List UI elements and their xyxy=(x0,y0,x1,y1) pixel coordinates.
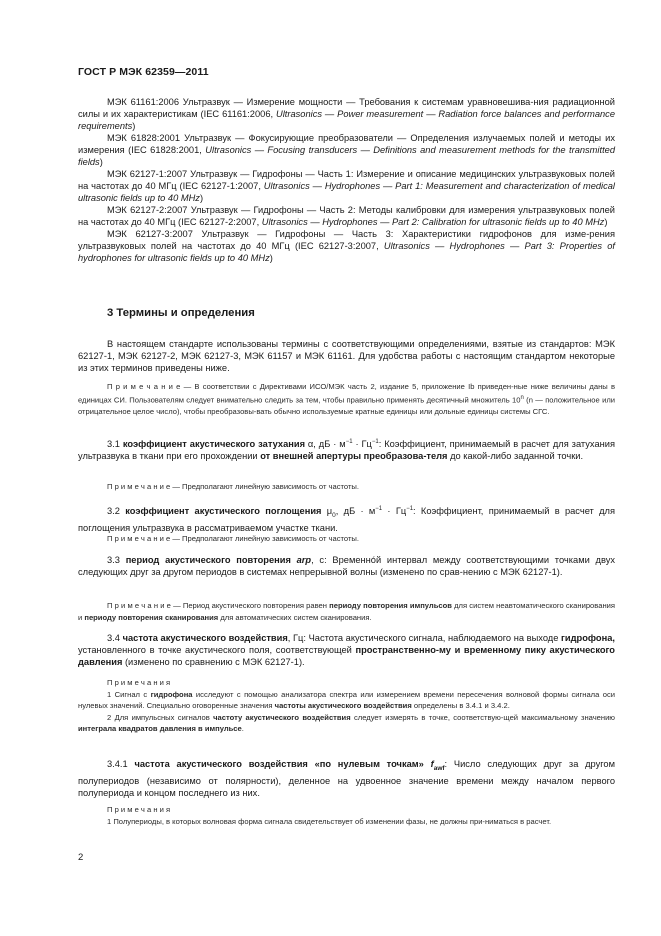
term-unit: · Гц xyxy=(382,506,407,517)
intro-note xyxy=(78,381,615,417)
term-name: коэффициент акустического затухания xyxy=(122,439,305,450)
term-definition: до какой-либо заданной точки. xyxy=(447,451,584,462)
note-label: П р и м е ч а н и е xyxy=(107,482,171,491)
unit-exponent: −1 xyxy=(345,439,353,445)
term-definition: Временнóй интервал между соответствующими точками двух следующих друг за другом периодов в системах непрерывной волны (изменено по срав-нению с МЭК 62127-1). xyxy=(78,555,615,577)
term-definition: : Число следующих друг за другом полупериодов (независимо от полярности), деленное на удвоенное значение времени между началом первого полупериода и концом последнего из них. xyxy=(78,759,615,798)
note-term: интеграла квадратов давления в импульсе xyxy=(78,724,242,734)
note-label: П р и м е ч а н и е xyxy=(107,601,171,610)
term-unit: , Гц: xyxy=(287,633,309,643)
term-3-4 xyxy=(78,632,615,668)
notes-label: П р и м е ч а н и я xyxy=(107,678,171,687)
section-heading: 3 Термины и определения xyxy=(107,307,255,319)
term-number: 3.4 xyxy=(107,633,120,643)
term-symbol-subscript: awf xyxy=(433,764,445,772)
section-intro xyxy=(78,338,615,374)
note-term: частоты акустического воздействия xyxy=(274,701,412,711)
term-number: 3.4.1 xyxy=(107,759,128,769)
reference-english-title: Ultrasonics — Hydrophones — Part 1: Measurement and characterization of medical ultrasonic fields up to 40 MHz xyxy=(78,181,615,203)
term-unit: , с: xyxy=(311,555,333,565)
term-number: 3.3 xyxy=(107,555,120,565)
term-name: период акустического повторения xyxy=(125,555,291,565)
reference-text: МЭК 62127-3:2007 Ультразвук — Гидрофоны — Часть 3: Характеристики гидрофонов для изме-рения ультразвуковых полей на частотах до 40 МГц (IEC 62127-3:2007, xyxy=(78,229,615,251)
note-text: (n — положительное или отрицательное целое число), чтобы преобразовы-вать обычно используемые кратные единицы или дольные единицы системы СГС. xyxy=(78,395,615,416)
term-unit: · Гц xyxy=(352,439,372,450)
note-text: определены в 3.4.1 и 3.4.2. xyxy=(411,701,510,711)
reference-english-title: Ultrasonics — Focusing transducers — Definitions and measurement methods for the transmitted fields xyxy=(78,145,615,167)
note-text: — Период акустического повторения равен xyxy=(170,601,330,610)
intro-paragraph: В настоящем стандарте использованы термины с соответствующими определениями, взятые из стандартов: МЭК 62127-1, МЭК 62127-2, МЭК 62127-3, МЭК 61157 и МЭК 61161. Для удобства работы с настоящим стандартом некоторые из этих терминов приведены ниже. xyxy=(78,339,615,373)
unit-subscript: 0 xyxy=(332,511,336,519)
reference-item xyxy=(78,96,615,132)
note-term: частоту акустического воздействия xyxy=(213,712,351,722)
term-definition: (изменено по сравнению с МЭК 62127-1). xyxy=(122,657,305,667)
reference-text: ) xyxy=(604,217,608,227)
reference-text: МЭК 61161:2006 Ультразвук — Измерение мощности — Требования к системам уравновешива-ния радиационной силы и их характеристикам (IEC 61161:2006, xyxy=(78,97,615,119)
unit-exponent: −1 xyxy=(371,439,379,445)
note-text: — В соответствии с Директивами ИСО/МЭК часть 2, издание 5, приложение Ib приведен-ные ниже величины даны в единицах СИ. Пользователям следует внимательно следить за тем, чтобы правильно применять десятичный множитель 10 xyxy=(78,382,615,405)
note-text: для автоматических систем сканирования. xyxy=(218,612,372,622)
term-name: частота акустического воздействия «по нулевым точкам» xyxy=(134,759,424,769)
note-label: П р и м е ч а н и е xyxy=(107,534,171,543)
note-term: периоду повторения импульсов xyxy=(329,601,452,610)
note-label: П р и м е ч а н и е xyxy=(107,382,181,391)
reference-english-title: Ultrasonics — Hydrophones — Part 2: Calibration for ultrasonic fields up to 40 MHz xyxy=(261,217,605,227)
reference-english-title: Ultrasonics — Power measurement — Radiation force balances and performance requirements xyxy=(78,109,615,131)
term-number: 3.1 xyxy=(107,439,120,450)
term-3-3-note xyxy=(78,600,615,623)
unit-exponent: −1 xyxy=(406,506,414,512)
term-unit: , дБ · м xyxy=(335,506,376,517)
note-text: — Предполагают линейную зависимость от частоты. xyxy=(170,482,359,491)
reference-text: ) xyxy=(132,121,136,131)
reference-text: ) xyxy=(99,157,103,167)
note-term: гидрофона xyxy=(150,689,193,699)
reference-text: МЭК 61828:2001 Ультразвук — Фокусирующие преобразователи — Определения излучаемых полей и методы их измерения (IEC 61828:2001, xyxy=(78,133,615,155)
term-name: коэффициент акустического поглощения xyxy=(125,506,322,517)
note-text: 1 Полупериоды, в которых волновая форма сигнала свидетельствует об изменении фазы, не должны при-ниматься в расчет. xyxy=(107,816,552,826)
reference-item xyxy=(78,168,615,204)
term-3-1 xyxy=(78,436,615,462)
term-reference: от внешней апертуры преобразова-теля xyxy=(260,451,448,462)
term-definition: установленного в точке акустического поля, соответствующей xyxy=(78,645,356,655)
reference-english-title: Ultrasonics — Hydrophones — Part 3: Properties of hydrophones for ultrasonic fields up to 40 MHz xyxy=(78,241,615,263)
term-reference: гидрофона, xyxy=(561,633,615,643)
term-number: 3.2 xyxy=(107,506,120,517)
note-exponent: n xyxy=(520,394,524,401)
document-header: ГОСТ Р МЭК 62359—2011 xyxy=(78,66,209,78)
document-page xyxy=(78,0,615,936)
term-3-1-note xyxy=(78,481,615,493)
term-definition: Частота акустического сигнала, наблюдаемого на выходе xyxy=(308,633,562,643)
unit-exponent: −1 xyxy=(375,506,383,512)
reference-item xyxy=(78,204,615,228)
reference-text: ) xyxy=(199,193,204,203)
note-text: следует измерять в точке, соответствую-щей максимальному значению xyxy=(350,712,616,722)
reference-text: ) xyxy=(269,253,273,263)
term-3-4-1 xyxy=(78,758,615,799)
reference-list xyxy=(78,96,615,264)
notes-label: П р и м е ч а н и я xyxy=(107,805,171,814)
term-3-4-notes xyxy=(78,677,615,735)
note-text: . xyxy=(241,724,244,734)
note-text: исследуют с помощью анализатора спектра или измерением времени пересечения волновой формы сигнала оси нулевых значений. Специально оговоренные значения xyxy=(78,689,615,711)
term-name: частота акустического воздействия xyxy=(122,633,288,643)
term-reference: пространственно-му и временному пику акустического давления xyxy=(78,645,615,667)
note-text: — Предполагают линейную зависимость от частоты. xyxy=(170,534,359,543)
term-3-4-1-notes xyxy=(78,804,615,827)
page-number: 2 xyxy=(78,852,84,863)
term-unit: α, дБ · м xyxy=(305,439,346,450)
term-3-2-note xyxy=(78,533,615,545)
term-3-2 xyxy=(78,503,615,534)
reference-text: МЭК 62127-1:2007 Ультразвук — Гидрофоны — Часть 1: Измерение и описание медицинских ультразвуковых полей на частотах до 40 МГц (IEC 62127-1:2007, xyxy=(78,169,615,191)
reference-item xyxy=(78,228,615,264)
term-definition: : Коэффициент, принимаемый в расчет для поглощения ультразвука в рассматриваемом участке ткани. xyxy=(78,506,615,533)
reference-item xyxy=(78,132,615,168)
note-text: для систем неавтоматического сканирования и xyxy=(78,601,615,622)
note-text: 1 Сигнал с xyxy=(107,689,151,699)
reference-text: МЭК 62127-2:2007 Ультразвук — Гидрофоны — Часть 2: Методы калибровки для измерения ультразвуковых полей на частотах до 40 МГц (IEC 62127-2:2007, xyxy=(78,205,615,227)
term-3-3 xyxy=(78,554,615,578)
term-definition: : Коэффициент, принимаемый в расчет для затухания ультразвука в ткани при его прохождении xyxy=(78,439,615,462)
note-text: 2 Для импульсных сигналов xyxy=(107,712,214,722)
note-term: периоду повторения сканирования xyxy=(84,612,219,622)
term-unit: μ xyxy=(321,506,333,517)
term-symbol: f xyxy=(430,759,434,769)
term-symbol: arp xyxy=(296,555,312,565)
